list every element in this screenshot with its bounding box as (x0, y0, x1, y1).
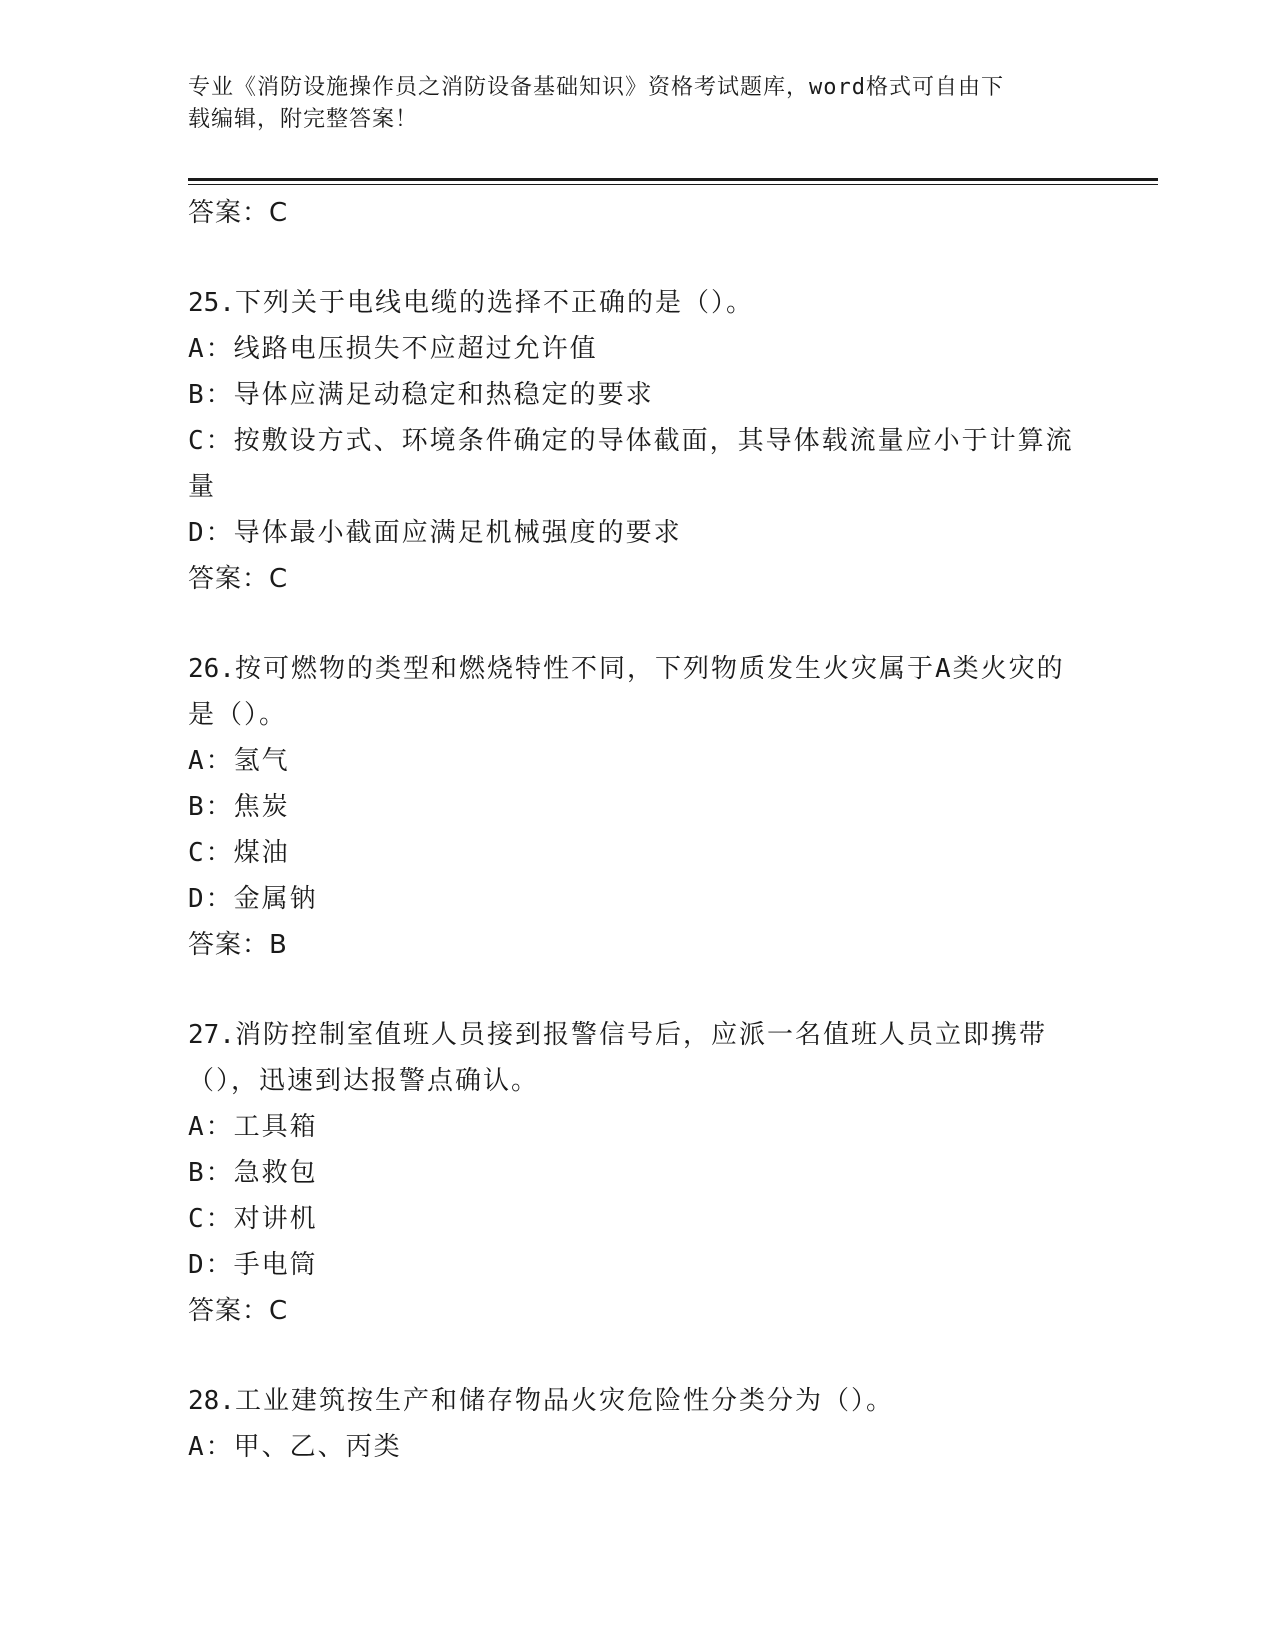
question-text: 按可燃物的类型和燃烧特性不同，下列物质发生火灾属于A类火灾的是（）。 (188, 654, 1065, 730)
answer-label: 答案： (188, 930, 270, 960)
answer-label: 答案： (188, 1296, 270, 1326)
option-a: A：线路电压损失不应超过允许值 (188, 334, 598, 364)
answer-line (188, 556, 1078, 602)
answer-value: B (269, 930, 288, 960)
option-d: D：手电筒 (188, 1250, 318, 1280)
option-b: B：焦炭 (188, 792, 290, 822)
question-number: 25. (188, 288, 235, 318)
answer-value: C (269, 564, 289, 594)
option-b: B：导体应满足动稳定和热稳定的要求 (188, 380, 654, 410)
answer-label: 答案： (188, 198, 270, 228)
question-text: 工业建筑按生产和储存物品火灾危险性分类分为（）。 (234, 1386, 894, 1416)
header-line-1: 专业《消防设施操作员之消防设备基础知识》资格考试题库，word格式可自由下 (188, 75, 1004, 100)
answer-line (188, 1288, 1078, 1334)
question-text: 下列关于电线电缆的选择不正确的是（）。 (234, 288, 754, 318)
question-stem (188, 280, 1078, 326)
question-number: 27. (188, 1020, 235, 1050)
question-28 (188, 1378, 1078, 1470)
answer-label: 答案： (188, 564, 270, 594)
question-stem (188, 1378, 1078, 1424)
option-a: A：氢气 (188, 746, 290, 776)
answer-value: C (269, 1296, 289, 1326)
option-a: A：工具箱 (188, 1112, 318, 1142)
answer-line (188, 922, 1078, 968)
question-number: 28. (188, 1386, 235, 1416)
option-c: C：按敷设方式、环境条件确定的导体截面，其导体载流量应小于计算流量 (188, 426, 1074, 502)
option-c: C：煤油 (188, 838, 290, 868)
option-c: C：对讲机 (188, 1204, 318, 1234)
header-divider-thin (188, 184, 1158, 185)
question-text: 消防控制室值班人员接到报警信号后，应派一名值班人员立即携带（），迅速到达报警点确认。 (188, 1020, 1047, 1096)
question-27 (188, 1012, 1078, 1334)
option-a: A：甲、乙、丙类 (188, 1432, 402, 1462)
question-number: 26. (188, 654, 235, 684)
question-stem (188, 646, 1078, 738)
previous-answer (188, 190, 1078, 236)
question-list (188, 190, 1078, 1470)
question-26 (188, 646, 1078, 968)
answer-value: C (269, 198, 289, 228)
option-b: B：急救包 (188, 1158, 318, 1188)
option-d: D：导体最小截面应满足机械强度的要求 (188, 518, 682, 548)
header-divider-thick (188, 178, 1158, 181)
header-line-2: 载编辑，附完整答案！ (188, 107, 419, 132)
question-stem (188, 1012, 1078, 1104)
document-header (188, 72, 1068, 136)
option-d: D：金属钠 (188, 884, 318, 914)
question-25 (188, 280, 1078, 602)
